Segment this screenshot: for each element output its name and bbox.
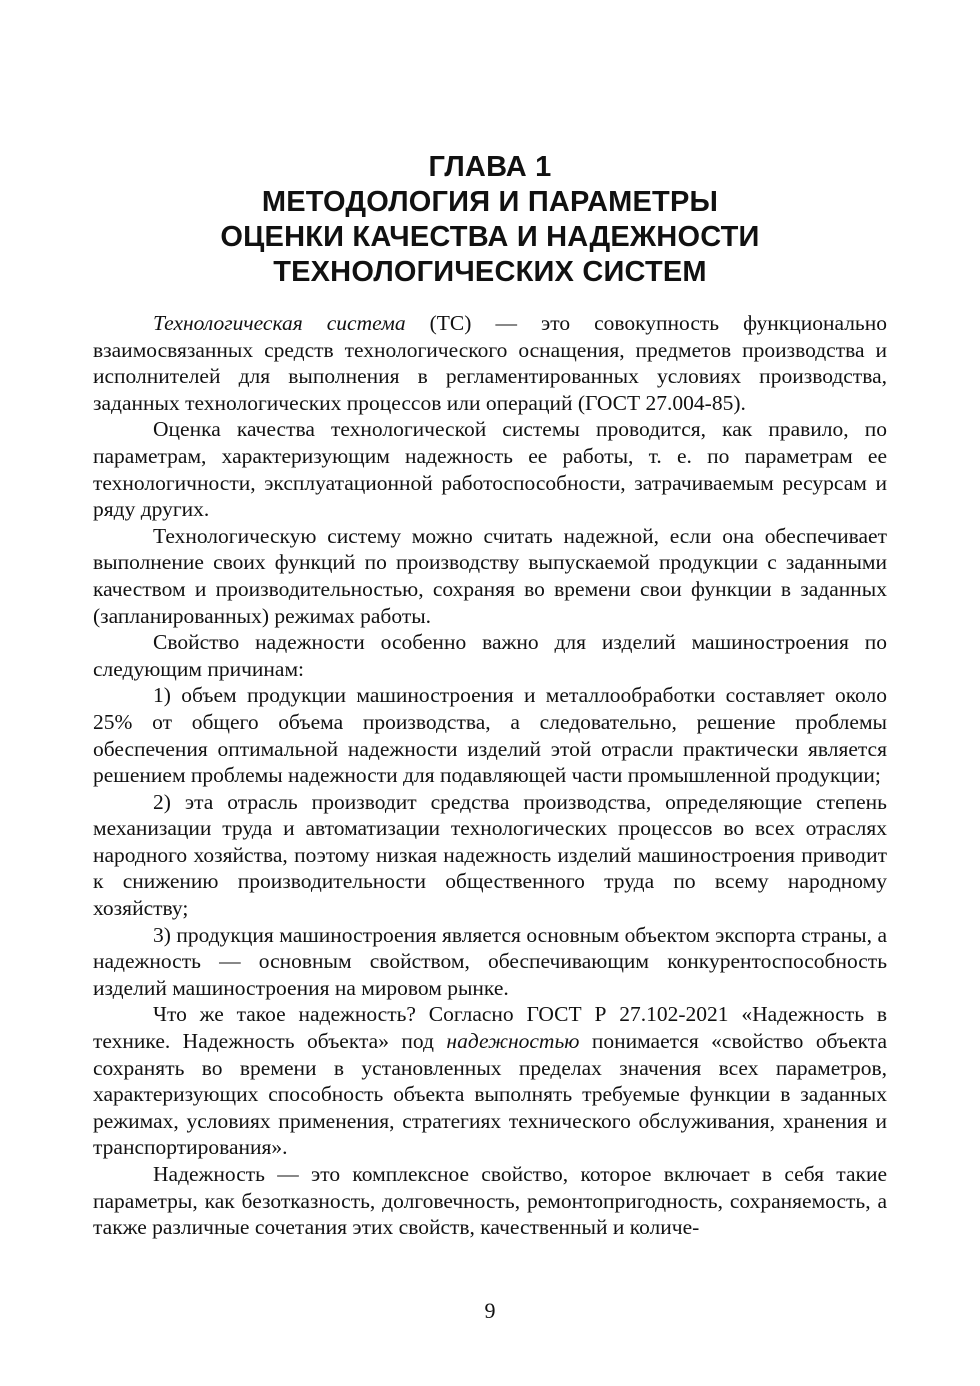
body-text [93, 310, 887, 1241]
paragraph-reliability-importance: Свойство надежности особенно важно для изделий машиностроения по следующим причинам: [93, 630, 887, 681]
paragraph-definition-text: (ТС) — это совокупность функционально взаимосвязанных средств технологического оснащения, предметов производства и исполнителей для выполнения в регламентированных условиях производства, заданных технологических процессов или операций (ГОСТ 27.004-85). [93, 311, 887, 415]
paragraph-reliability-definition [93, 1001, 887, 1161]
page-number: 9 [484, 1298, 496, 1323]
paragraph-definition [93, 310, 887, 416]
paragraph-reliable-system: Технологическую систему можно считать надежной, если она обеспечивает выполнение своих функций по производству выпускаемой продукции с заданными качеством и производительностью, сохраняя во времени свои функции в заданных (запланированных) режимах работы. [93, 523, 887, 628]
list-item-3: 3) продукция машиностроения является основным объектом экспорта страны, а надежность — основным свойством, обеспечивающим конкурентоспособность изделий машиностроения на мировом рынке. [93, 922, 887, 1000]
chapter-heading [0, 150, 980, 290]
paragraph-quality-assessment: Оценка качества технологической системы проводится, как правило, по параметрам, характеризующим надежность ее работы, т. е. по параметрам ее технологичности, эксплуатационной работоспособности, затрачиваемым ресурсам и ряду других. [93, 417, 887, 522]
chapter-title-line-1: МЕТОДОЛОГИЯ И ПАРАМЕТРЫ [261, 186, 719, 218]
paragraph-complex-property: Надежность — это комплексное свойство, которое включает в себя такие параметры, как безотказность, долговечность, ремонтопригодность, сохраняемость, а также различные сочетания этих свойств, качественный и количе- [93, 1162, 887, 1240]
list-item-1: 1) объем продукции машиностроения и металлообработки составляет около 25% от общего объема производства, а следовательно, решение проблемы обеспечения оптимальной надежности изделий этой отрасли практически является решением проблемы надежности для подавляющей части промышленной продукции; [93, 683, 887, 788]
paragraph-reliability-definition-start: Что же такое надежность? Согласно ГОСТ Р 27.102-2021 «Надежность в технике. Надежность объекта» под [93, 1002, 887, 1054]
chapter-number: ГЛАВА 1 [428, 151, 552, 183]
chapter-title-line-3: ТЕХНОЛОГИЧЕСКИХ СИСТЕМ [273, 256, 707, 288]
term-reliability: надежностью [446, 1029, 580, 1054]
term-technological-system: Технологическая система [153, 311, 406, 335]
chapter-title-line-2: ОЦЕНКИ КАЧЕСТВА И НАДЕЖНОСТИ [220, 221, 760, 253]
list-item-2: 2) эта отрасль производит средства производства, определяющие степень механизации труда и автоматизации технологических процессов во всех отраслях народного хозяйства, поэтому низкая надежность изделий машиностроения приводит к снижению производительности общественного труда по всему народному хозяйству; [93, 789, 887, 921]
paragraph-reliability-definition-end: понимается «свойство объекта сохранять во времени в установленных пределах значения всех параметров, характеризующих способность объекта выполнять требуемые функции в заданных режимах, условиях применения, стратегиях технического обслуживания, хранения и транспортирования». [93, 1029, 888, 1160]
